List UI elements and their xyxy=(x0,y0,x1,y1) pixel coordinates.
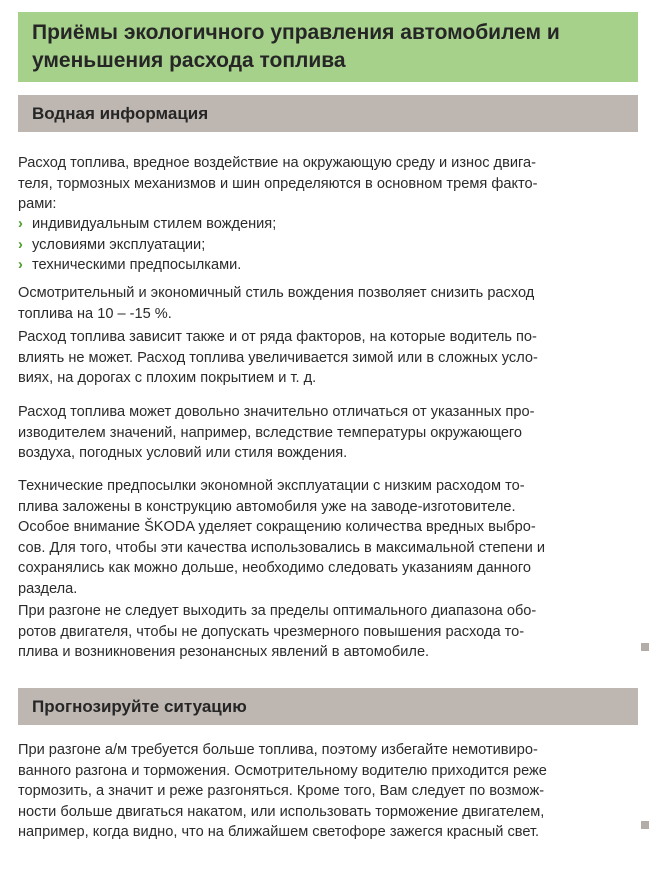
text-line: виях, на дорогах с плохим покрытием и т. д. xyxy=(18,370,317,386)
page-title-box xyxy=(18,12,638,82)
list-item-text: условиями эксплуатации; xyxy=(32,236,206,253)
list-item xyxy=(18,235,618,256)
list-item xyxy=(18,214,618,235)
text-line: воздуха, погодных условий или стиля вождения. xyxy=(18,445,348,461)
section-heading-anticipate: Прогнозируйте ситуацию xyxy=(32,697,247,716)
text-line: теля, тормозных механизмов и шин определяются в основном тремя факто- xyxy=(18,175,538,192)
text-line: например, когда видно, что на ближайшем светофоре зажегся красный свет. xyxy=(18,824,540,840)
technical-paragraph xyxy=(18,476,628,599)
section-header-anticipate xyxy=(18,688,638,725)
text-line: сов. Для того, чтобы эти качества использовались в максимальной степени и xyxy=(18,539,545,556)
text-line: плива и возникновения резонансных явлений в автомобиле. xyxy=(18,644,430,660)
text-line: Расход топлива зависит также и от ряда факторов, на которые водитель по- xyxy=(18,329,537,345)
text-line: сохранялись как можно дольше, необходимо следовать указаниям данного xyxy=(18,560,532,576)
text-line: плива заложены в конструкцию автомобиля уже на заводе-изготовителе. xyxy=(18,498,516,515)
title-line-1: Приёмы экологичного управления автомобилем и xyxy=(32,21,560,44)
text-line: Расход топлива может довольно значительно отличаться от указанных про- xyxy=(18,404,535,420)
factors-list xyxy=(18,214,618,276)
text-line: раздела. xyxy=(18,580,78,597)
text-line: топлива на 10 – -15 %. xyxy=(18,305,172,322)
chevron-right-icon: › xyxy=(18,236,23,253)
section-heading-intro: Водная информация xyxy=(32,104,209,123)
external-factors-paragraph xyxy=(18,327,628,389)
chevron-right-icon: › xyxy=(18,216,23,232)
text-line: ванного разгона и торможения. Осмотрительному водителю приходится реже xyxy=(18,762,547,779)
section-header-intro xyxy=(18,95,638,132)
text-line: ности больше двигаться накатом, или использовать торможение двигателем, xyxy=(18,803,545,820)
text-line: изводителем значений, например, вследствие температуры окружающего xyxy=(18,424,523,441)
intro-paragraph xyxy=(18,153,628,215)
text-line: рами: xyxy=(18,196,57,212)
text-line: При разгоне а/м требуется больше топлива, поэтому избегайте немотивиро- xyxy=(18,742,538,758)
text-line: влиять не может. Расход топлива увеличивается зимой или в сложных усло- xyxy=(18,349,538,366)
section-end-marker xyxy=(641,643,649,651)
text-line: Расход топлива, вредное воздействие на окружающую среду и износ двига- xyxy=(18,155,536,171)
list-item-text: индивидуальным стилем вождения; xyxy=(32,216,277,232)
anticipate-paragraph xyxy=(18,740,628,843)
text-line: ротов двигателя, чтобы не допускать чрезмерного повышения расхода то- xyxy=(18,623,525,640)
title-line-2: уменьшения расхода топлива xyxy=(32,49,346,72)
text-line: При разгоне не следует выходить за пределы оптимального диапазона обо- xyxy=(18,603,537,619)
driving-style-paragraph xyxy=(18,283,628,324)
text-line: Технические предпосылки экономной эксплуатации с низким расходом то- xyxy=(18,478,525,494)
acceleration-paragraph xyxy=(18,601,628,663)
text-line: Особое внимание ŠKODA уделяет сокращению количества вредных выбро- xyxy=(18,519,536,535)
list-item-text: техническими предпосылками. xyxy=(32,257,242,273)
text-line: тормозить, а значит и реже разгоняться. Кроме того, Вам следует по возмож- xyxy=(18,783,545,799)
list-item xyxy=(18,255,618,276)
text-line: Осмотрительный и экономичный стиль вождения позволяет снизить расход xyxy=(18,285,535,301)
chevron-right-icon: › xyxy=(18,257,23,273)
deviation-paragraph xyxy=(18,402,628,464)
section-end-marker xyxy=(641,821,649,829)
page-title xyxy=(32,19,624,75)
